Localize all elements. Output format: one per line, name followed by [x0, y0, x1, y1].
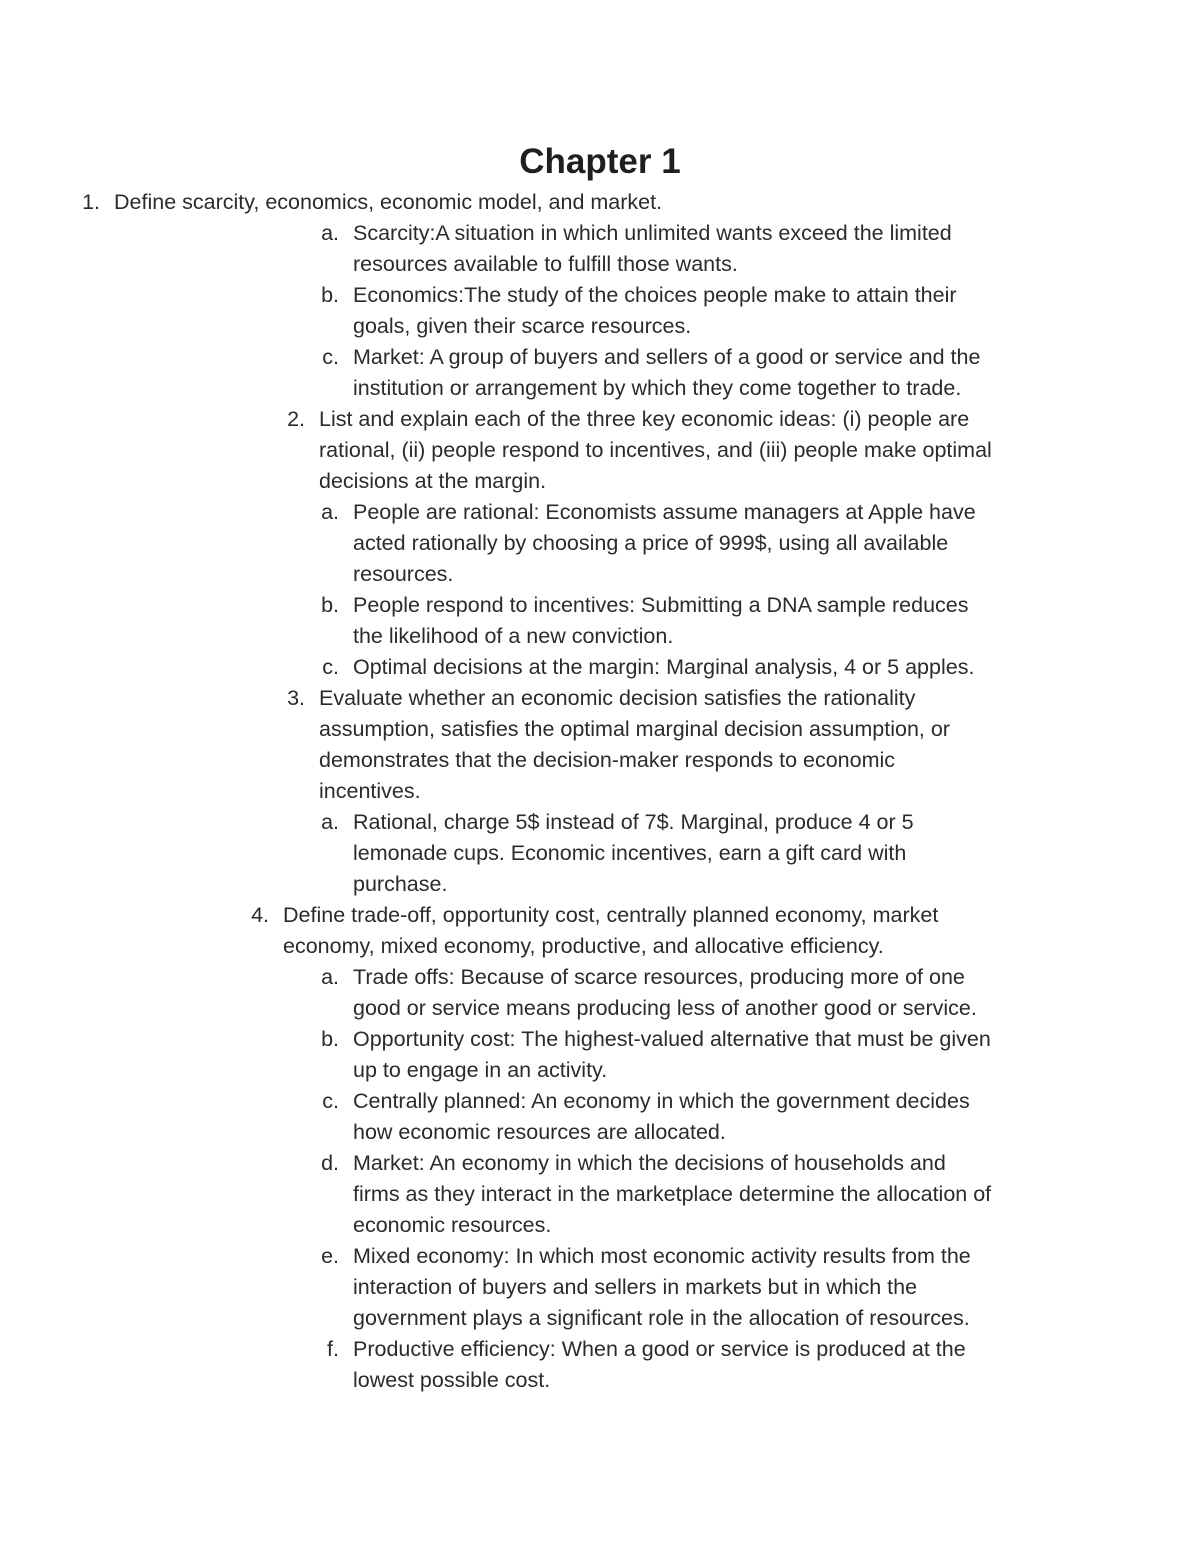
sublist-item-text: Trade offs: Because of scarce resources, producing more of one [353, 965, 965, 989]
list-item-text: economy, mixed economy, productive, and allocative efficiency. [283, 934, 884, 958]
sublist-item-text: Scarcity:A situation in which unlimited wants exceed the limited [353, 221, 952, 245]
sublist-item-text: Productive efficiency: When a good or service is produced at the [353, 1337, 966, 1361]
sublist-item-letter: a. [321, 500, 339, 524]
list-item-text: demonstrates that the decision-maker responds to economic [319, 748, 896, 772]
sublist-item-text: lowest possible cost. [353, 1368, 551, 1392]
sublist-item-letter: a. [321, 221, 339, 245]
sublist-item-letter: f. [327, 1337, 339, 1361]
sublist-item-text: resources. [353, 562, 454, 586]
sublist-item-text: Opportunity cost: The highest-valued alternative that must be given [353, 1027, 991, 1051]
sublist-item-text: lemonade cups. Economic incentives, earn a gift card with [353, 841, 907, 865]
sublist-item-text: firms as they interact in the marketplace determine the allocation of [353, 1182, 992, 1206]
sublist-item-letter: a. [321, 810, 339, 834]
sublist-item-text: government plays a significant role in the allocation of resources. [353, 1306, 970, 1330]
sublist-item-letter: c. [322, 655, 339, 679]
sublist-item-text: institution or arrangement by which they come together to trade. [353, 376, 962, 400]
list-item-text: assumption, satisfies the optimal marginal decision assumption, or [319, 717, 950, 741]
sublist-item-text: purchase. [353, 872, 448, 896]
sublist-item-text: Economics:The study of the choices people make to attain their [353, 283, 957, 307]
sublist-item-text: People are rational: Economists assume managers at Apple have [353, 500, 976, 524]
list-item-number: 2. [287, 407, 305, 431]
sublist-item-text: resources available to fulfill those wants. [353, 252, 738, 276]
sublist-item-text: Optimal decisions at the margin: Marginal analysis, 4 or 5 apples. [353, 655, 975, 679]
sublist-item-text: Market: A group of buyers and sellers of a good or service and the [353, 345, 981, 369]
sublist-item-text: People respond to incentives: Submitting a DNA sample reduces [353, 593, 969, 617]
list-item-text: incentives. [319, 779, 421, 803]
sublist-item-letter: a. [321, 965, 339, 989]
sublist-item-letter: b. [321, 283, 339, 307]
sublist-item-letter: e. [321, 1244, 339, 1268]
sublist-item-text: Centrally planned: An economy in which the government decides [353, 1089, 970, 1113]
list-item-number: 1. [82, 190, 100, 214]
sublist-item-text: how economic resources are allocated. [353, 1120, 726, 1144]
list-item-text: rational, (ii) people respond to incentives, and (iii) people make optimal [319, 438, 992, 462]
list-item-text: Define scarcity, economics, economic model, and market. [114, 190, 663, 214]
sublist-item-text: Mixed economy: In which most economic activity results from the [353, 1244, 971, 1268]
list-item-text: Evaluate whether an economic decision satisfies the rationality [319, 686, 916, 710]
sublist-item-text: the likelihood of a new conviction. [353, 624, 674, 648]
sublist-item-letter: b. [321, 1027, 339, 1051]
list-item-number: 3. [287, 686, 305, 710]
page-title: Chapter 1 [519, 142, 681, 181]
sublist-item-text: Market: An economy in which the decisions of households and [353, 1151, 946, 1175]
sublist-item-text: good or service means producing less of another good or service. [353, 996, 977, 1020]
sublist-item-letter: c. [322, 345, 339, 369]
sublist-item-text: economic resources. [353, 1213, 552, 1237]
sublist-item-text: goals, given their scarce resources. [353, 314, 692, 338]
sublist-item-letter: d. [321, 1151, 339, 1175]
sublist-item-text: Rational, charge 5$ instead of 7$. Marginal, produce 4 or 5 [353, 810, 914, 834]
sublist-item-letter: c. [322, 1089, 339, 1113]
sublist-item-letter: b. [321, 593, 339, 617]
list-item-text: decisions at the margin. [319, 469, 547, 493]
sublist-item-text: interaction of buyers and sellers in markets but in which the [353, 1275, 918, 1299]
list-item-text: Define trade-off, opportunity cost, centrally planned economy, market [283, 903, 939, 927]
list-item-number: 4. [251, 903, 269, 927]
sublist-item-text: acted rationally by choosing a price of 999$, using all available [353, 531, 949, 555]
list-item-text: List and explain each of the three key economic ideas: (i) people are [319, 407, 970, 431]
sublist-item-text: up to engage in an activity. [353, 1058, 608, 1082]
